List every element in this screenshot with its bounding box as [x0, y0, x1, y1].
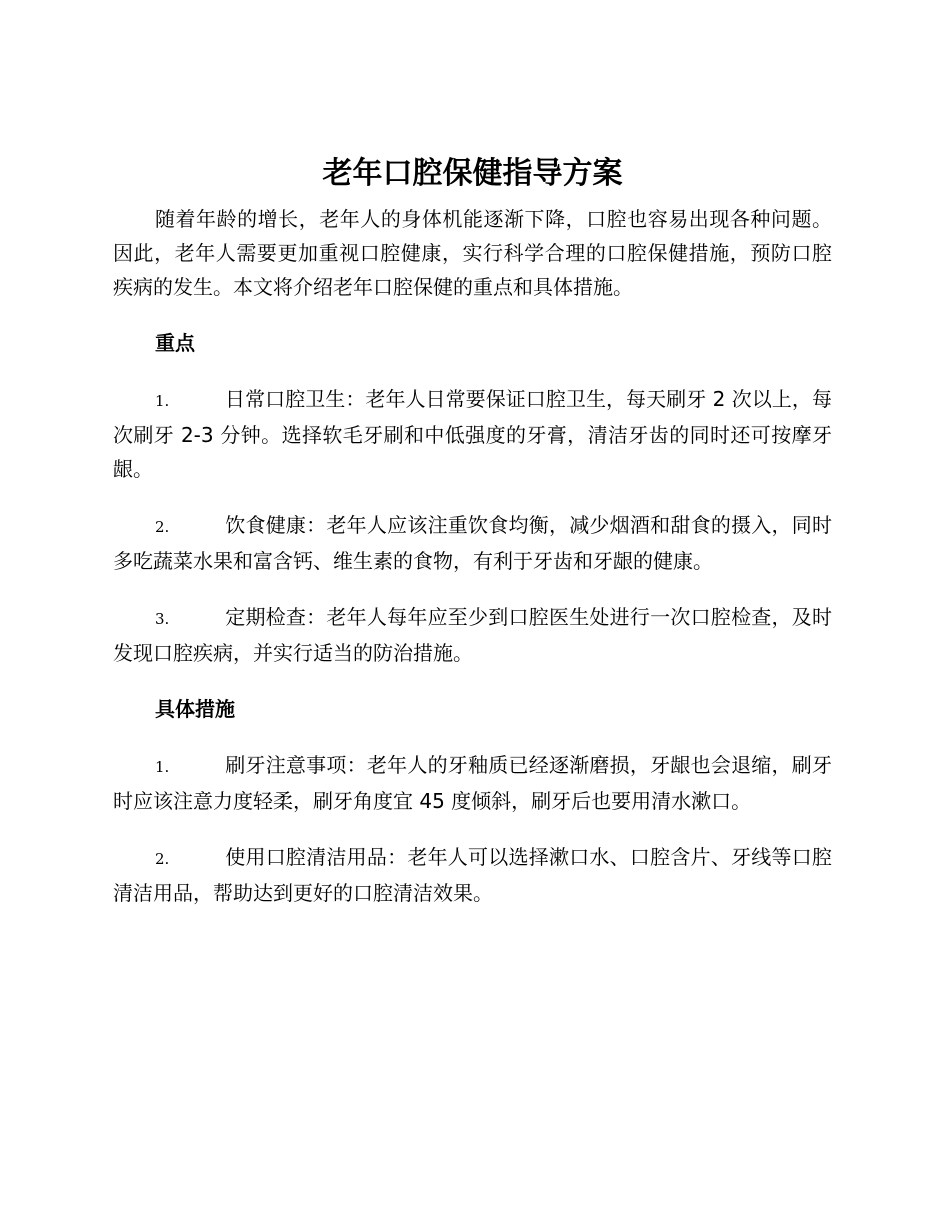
section-heading-specific-measures: 具体措施 — [155, 697, 235, 721]
list-item-text: 刷牙注意事项：老年人的牙釉质已经逐渐磨损，牙龈也会退缩，刷牙时应该注意力度轻柔，刷牙角度宜 45 度倾斜，刷牙后也要用清水漱口。 — [113, 753, 832, 813]
list-item — [113, 748, 832, 818]
list-item-text: 日常口腔卫生：老年人日常要保证口腔卫生，每天刷牙 2 次以上，每次刷牙 2-3 分钟。选择软毛牙刷和中低强度的牙膏，清洁牙齿的同时还可按摩牙龈。 — [113, 387, 832, 481]
list-item-text: 定期检查：老年人每年应至少到口腔医生处进行一次口腔检查，及时发现口腔疾病，并实行适当的防治措施。 — [113, 605, 832, 665]
list-item-number: 3. — [155, 610, 170, 628]
section-heading-key-points: 重点 — [155, 331, 195, 355]
list-item — [113, 840, 832, 910]
list-item-text: 饮食健康：老年人应该注重饮食均衡，减少烟酒和甜食的摄入，同时多吃蔬菜水果和富含钙、维生素的食物，有利于牙齿和牙龈的健康。 — [113, 513, 832, 573]
list-item-text: 使用口腔清洁用品：老年人可以选择漱口水、口腔含片、牙线等口腔清洁用品，帮助达到更好的口腔清洁效果。 — [113, 845, 832, 905]
list-item — [113, 382, 832, 486]
intro-paragraph: 随着年龄的增长，老年人的身体机能逐渐下降，口腔也容易出现各种问题。因此，老年人需要更加重视口腔健康，实行科学合理的口腔保健措施，预防口腔疾病的发生。本文将介绍老年口腔保健的重点和具体措施。 — [113, 207, 832, 299]
list-item — [113, 600, 832, 670]
list-item-number: 1. — [155, 392, 170, 410]
list-item — [113, 508, 832, 578]
list-item-number: 1. — [155, 758, 170, 776]
document-title: 老年口腔保健指导方案 — [322, 156, 623, 191]
list-item-number: 2. — [155, 518, 170, 536]
list-item-number: 2. — [155, 850, 170, 868]
